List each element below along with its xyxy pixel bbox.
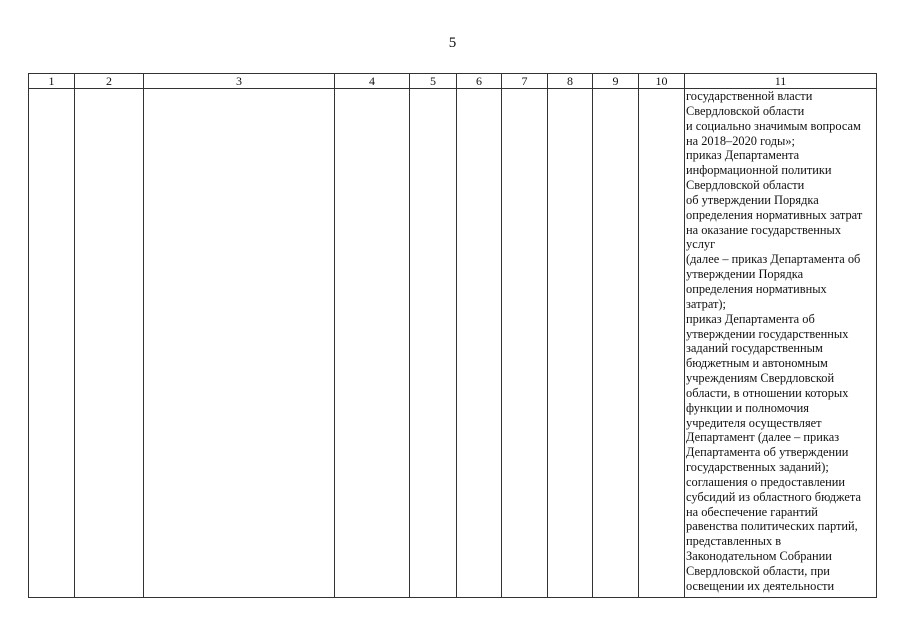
text-line: субсидий из областного бюджета [686,489,861,504]
text-line: на оказание государственных [686,222,842,237]
text-line: государственных заданий); [686,460,829,475]
text-line: информационной политики [686,163,832,178]
text-line: определения нормативных затрат [686,207,863,222]
text-line: заданий государственным [686,341,823,356]
column-header-2: 2 [75,74,144,89]
text-line: функции и полномочия [686,400,809,415]
text-line: государственной власти [686,89,813,103]
text-line: и социально значимым вопросам [686,118,861,133]
column-header-3: 3 [144,74,335,89]
cell-col-6 [457,89,502,598]
text-line: соглашения о предоставлении [686,474,846,489]
table-row [29,89,877,598]
text-line: определения нормативных [686,281,827,296]
cell-col-7 [502,89,548,598]
text-line: представленных в [686,534,782,549]
column-header-9: 9 [593,74,639,89]
column-header-7: 7 [502,74,548,89]
column-header-1: 1 [29,74,75,89]
cell-col-10 [639,89,685,598]
text-line: приказ Департамента об [686,311,815,326]
text-line: Законодательном Собрании [686,549,832,564]
text-line: на обеспечение гарантий [686,504,818,519]
document-table [28,73,877,598]
cell-col-1 [29,89,75,598]
cell-col-2 [75,89,144,598]
text-line: Департамента об утверждении [686,445,849,460]
column-header-6: 6 [457,74,502,89]
header-row [29,74,877,89]
text-line: учредителя осуществляет [686,415,822,430]
cell-col-4 [335,89,410,598]
cell-col-11 [685,89,877,598]
text-line: бюджетным и автономным [686,356,828,371]
text-line: Свердловской области [686,178,805,193]
text-line: освещении их деятельности [686,578,835,593]
text-line: на 2018–2020 годы»; [686,133,795,148]
cell-col-3 [144,89,335,598]
text-line: услуг [686,237,716,252]
page-number: 5 [448,35,457,51]
text-line: области, в отношении которых [686,385,849,400]
text-line: приказ Департамента [686,148,800,163]
text-line: (далее – приказ Департамента об [686,252,861,267]
cell-col-9 [593,89,639,598]
column-header-10: 10 [639,74,685,89]
cell-col-8 [548,89,593,598]
text-line: равенства политических партий, [686,519,858,534]
text-line: Департамент (далее – приказ [686,430,840,445]
text-line: Свердловской области, при [686,564,830,578]
text-line: затрат); [686,296,726,311]
column-header-5: 5 [410,74,457,89]
column-header-11: 11 [685,74,877,89]
text-line: об утверждении Порядка [686,192,819,207]
column-header-4: 4 [335,74,410,89]
cell-col-5 [410,89,457,598]
text-line: утверждении Порядка [686,267,804,282]
text-line: учреждениям Свердловской [686,371,835,386]
text-line: Свердловской области [686,103,805,118]
text-line: утверждении государственных [686,326,849,341]
column-header-8: 8 [548,74,593,89]
